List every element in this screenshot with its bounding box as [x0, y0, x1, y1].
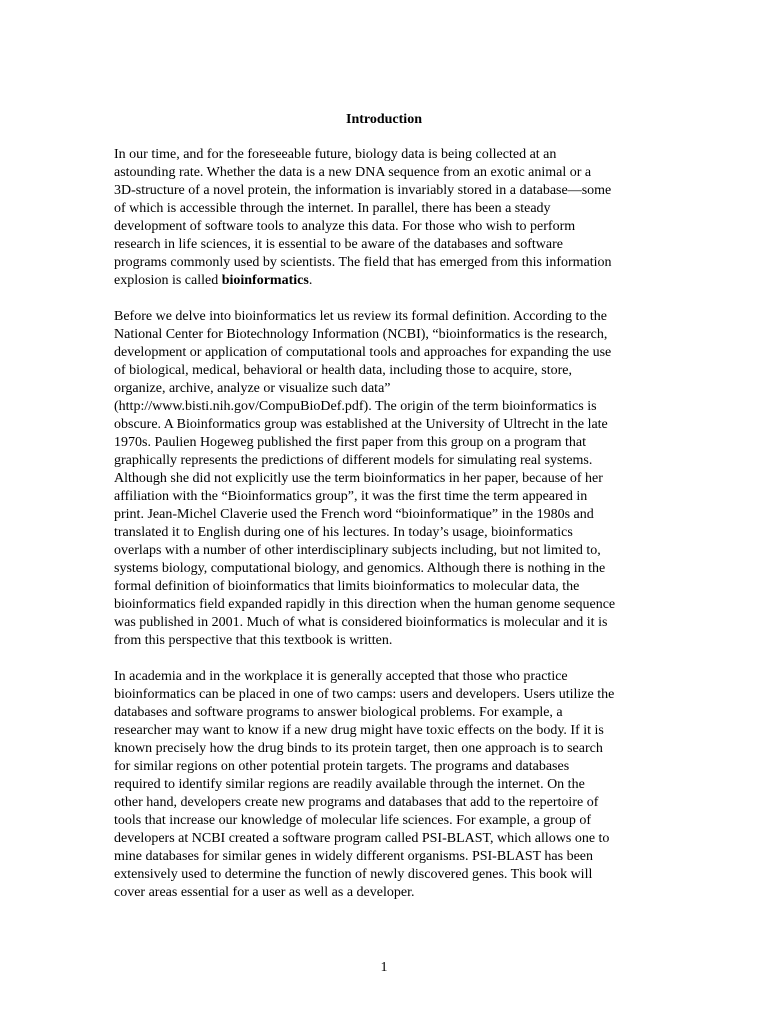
text-line: from this perspective that this textbook is written. — [114, 633, 393, 648]
text-line: print. Jean-Michel Claverie used the French word “bioinformatique” in the 1980s and — [114, 507, 594, 522]
text-line: was published in 2001. Much of what is considered bioinformatics is molecular and it is — [114, 615, 608, 630]
text-line: developers at NCBI created a software program called PSI-BLAST, which allows one to — [114, 831, 610, 846]
text-line: National Center for Biotechnology Information (NCBI), “bioinformatics is the research, — [114, 327, 608, 342]
text-line: cover areas essential for a user as well as a developer. — [114, 885, 415, 900]
text-line: overlaps with a number of other interdisciplinary subjects including, but not limited to, — [114, 543, 601, 558]
text-line: obscure. A Bioinformatics group was established at the University of Ultrecht in the late — [114, 417, 608, 432]
text-line: 1970s. Paulien Hogeweg published the first paper from this group on a program that — [114, 435, 587, 450]
text-line: formal definition of bioinformatics that limits bioinformatics to molecular data, the — [114, 579, 580, 594]
bold-term: bioinformatics — [221, 273, 309, 288]
text-line: of which is accessible through the internet. In parallel, there has been a steady — [114, 201, 551, 216]
text-line: of biological, medical, behavioral or health data, including those to acquire, store, — [114, 363, 572, 378]
text-line: (http://www.bisti.nih.gov/CompuBioDef.pdf). The origin of the term bioinformatics is — [114, 399, 597, 414]
text-line: other hand, developers create new programs and databases that add to the repertoire of — [114, 795, 599, 810]
text-line: development or application of computational tools and approaches for expanding the use — [114, 345, 612, 360]
text-line: Although she did not explicitly use the term bioinformatics in her paper, because of her — [114, 471, 603, 486]
paragraph-3 — [114, 668, 659, 902]
text-line: organize, archive, analyze or visualize such data” — [114, 381, 391, 396]
paragraph-2 — [114, 308, 659, 650]
text-line: development of software tools to analyze this data. For those who wish to perform — [114, 219, 576, 234]
text-line: tools that increase our knowledge of molecular life sciences. For example, a group of — [114, 813, 592, 828]
text-line-last — [114, 272, 659, 290]
text-line: bioinformatics can be placed in one of two camps: users and developers. Users utilize the — [114, 687, 615, 702]
document-body — [114, 146, 659, 920]
page-number: 1 — [380, 960, 388, 975]
text-line: research in life sciences, it is essential to be aware of the databases and software — [114, 237, 563, 252]
text-line: systems biology, computational biology, and genomics. Although there is nothing in the — [114, 561, 606, 576]
text-line: databases and software programs to answer biological problems. For example, a — [114, 705, 563, 720]
text-line: for similar regions on other potential protein targets. The programs and databases — [114, 759, 570, 774]
text-line: In our time, and for the foreseeable future, biology data is being collected at an — [114, 147, 557, 162]
text-line: affiliation with the “Bioinformatics group”, it was the first time the term appeared in — [114, 489, 588, 504]
text-fragment: explosion is called — [114, 273, 222, 288]
text-line: programs commonly used by scientists. The field that has emerged from this information — [114, 255, 612, 270]
text-line: In academia and in the workplace it is generally accepted that those who practice — [114, 669, 568, 684]
text-line: graphically represents the predictions of different models for simulating real systems. — [114, 453, 593, 468]
paragraph-1 — [114, 146, 659, 290]
text-line: bioinformatics field expanded rapidly in this direction when the human genome sequence — [114, 597, 616, 612]
text-line: mine databases for similar genes in widely different organisms. PSI-BLAST has been — [114, 849, 594, 864]
text-line: required to identify similar regions are readily available through the internet. On the — [114, 777, 585, 792]
text-line: Before we delve into bioinformatics let us review its formal definition. According to the — [114, 309, 607, 324]
text-line: translated it to English during one of his lectures. In today’s usage, bioinformatics — [114, 525, 573, 540]
page-title: Introduction — [346, 112, 422, 127]
text-line: astounding rate. Whether the data is a new DNA sequence from an exotic animal or a — [114, 165, 592, 180]
text-fragment: . — [308, 273, 313, 288]
text-line: 3D-structure of a novel protein, the information is invariably stored in a database—some — [114, 183, 612, 198]
text-line: extensively used to determine the function of newly discovered genes. This book will — [114, 867, 593, 882]
text-line: researcher may want to know if a new drug might have toxic effects on the body. If it is — [114, 723, 604, 738]
text-line: known precisely how the drug binds to its protein target, then one approach is to search — [114, 741, 603, 756]
